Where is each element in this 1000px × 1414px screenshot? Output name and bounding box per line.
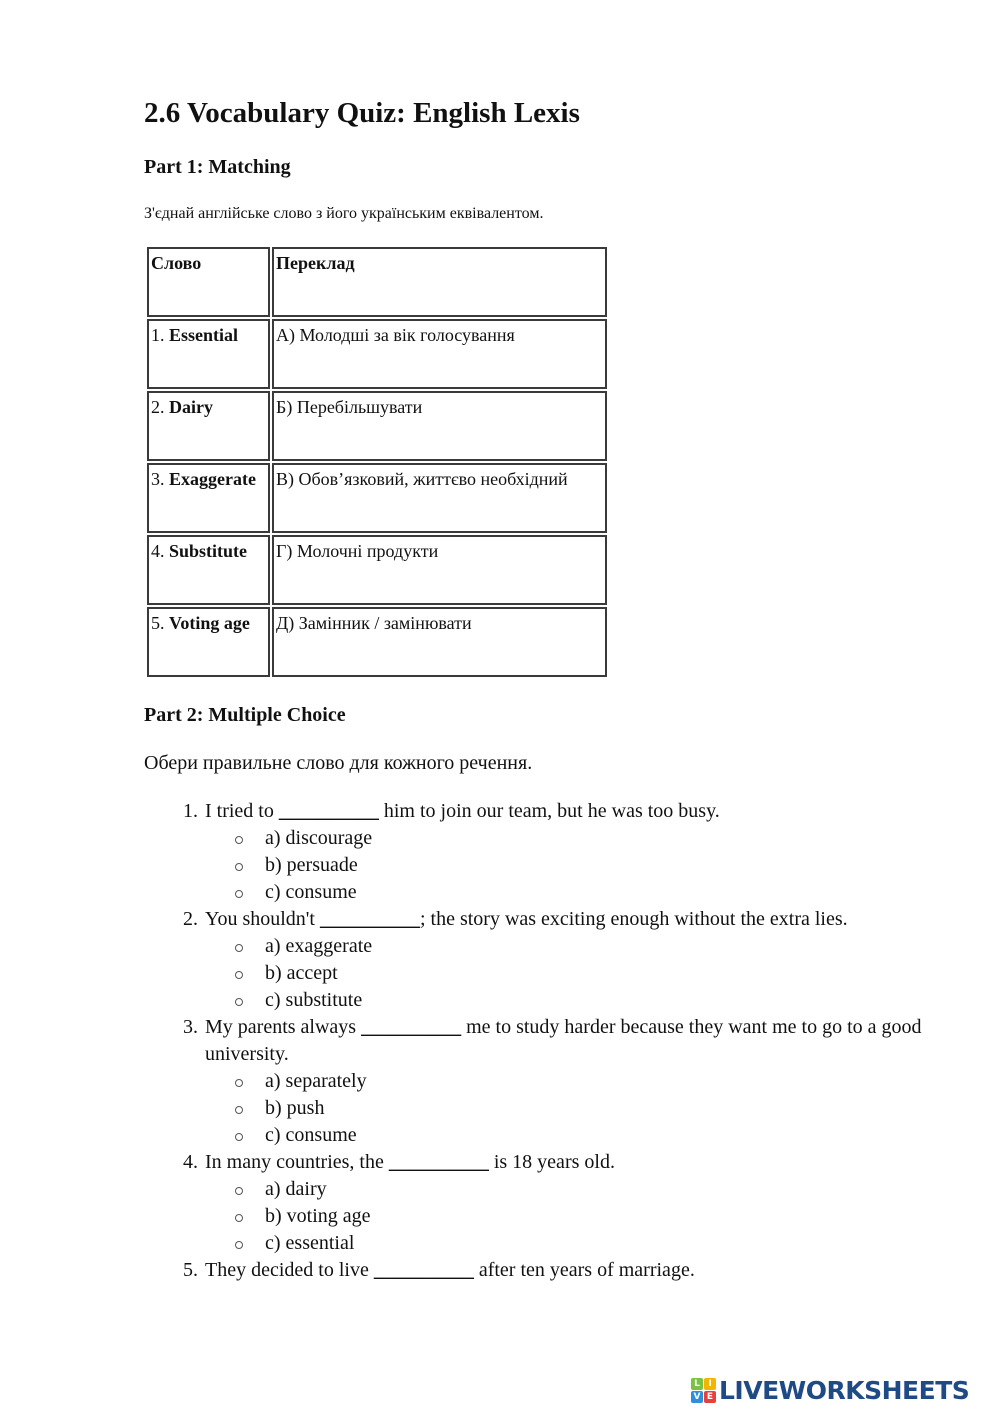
option-label: b) push (265, 1097, 325, 1119)
circle-bullet-icon (235, 836, 243, 844)
question-item (203, 798, 944, 906)
worksheet-page (144, 92, 944, 1284)
logo-letter-square: I (704, 1378, 716, 1390)
option-item[interactable] (235, 825, 944, 852)
part1-instruction: З'єднай англійське слово з його українським еквівалентом. (144, 205, 544, 222)
question-item (203, 906, 944, 1014)
word-text: Voting age (169, 613, 250, 633)
circle-bullet-icon (235, 890, 243, 898)
table-row (147, 391, 607, 461)
answer-blank[interactable]: __________ (361, 1016, 462, 1038)
option-item[interactable] (235, 1122, 944, 1149)
word-number: 1. (151, 325, 165, 345)
option-item[interactable] (235, 933, 944, 960)
option-list (205, 825, 944, 906)
option-label: c) consume (265, 1124, 357, 1146)
translation-cell: А) Молодші за вік голосування (272, 319, 607, 389)
option-item[interactable] (235, 1095, 944, 1122)
option-label: b) accept (265, 962, 338, 984)
answer-blank[interactable]: __________ (319, 908, 420, 930)
option-label: b) voting age (265, 1205, 371, 1227)
circle-bullet-icon (235, 863, 243, 871)
circle-bullet-icon (235, 998, 243, 1006)
option-label: c) substitute (265, 989, 363, 1011)
question-text-before: My parents always (205, 1016, 362, 1038)
option-list (205, 1176, 944, 1257)
option-item[interactable] (235, 1203, 944, 1230)
option-list (205, 1068, 944, 1149)
translation-cell: Б) Перебільшувати (272, 391, 607, 461)
word-text: Essential (169, 325, 239, 345)
option-item[interactable] (235, 1230, 944, 1257)
question-text-before: In many countries, the (205, 1151, 389, 1173)
page-title: 2.6 Vocabulary Quiz: English Lexis (144, 97, 580, 129)
word-cell (147, 535, 270, 605)
circle-bullet-icon (235, 944, 243, 952)
option-item[interactable] (235, 1176, 944, 1203)
option-label: a) separately (265, 1070, 367, 1092)
circle-bullet-icon (235, 971, 243, 979)
logo-text: LIVEWORKSHEETS (719, 1375, 970, 1405)
liveworksheets-logo[interactable] (691, 1376, 969, 1404)
part1-heading: Part 1: Matching (144, 156, 291, 178)
option-label: a) exaggerate (265, 935, 373, 957)
circle-bullet-icon (235, 1214, 243, 1222)
table-row (147, 319, 607, 389)
table-row (147, 607, 607, 677)
option-item[interactable] (235, 852, 944, 879)
answer-blank[interactable]: __________ (388, 1151, 489, 1173)
option-label: a) discourage (265, 827, 373, 849)
circle-bullet-icon (235, 1106, 243, 1114)
question-text-after: ; the story was exciting enough without the extra lies. (419, 908, 848, 930)
word-number: 3. (151, 469, 165, 489)
word-number: 5. (151, 613, 165, 633)
part2-instruction: Обери правильне слово для кожного речення. (144, 752, 533, 774)
translation-cell: Д) Замінник / замінювати (272, 607, 607, 677)
word-text: Dairy (169, 397, 213, 417)
circle-bullet-icon (235, 1079, 243, 1087)
translation-cell: Г) Молочні продукти (272, 535, 607, 605)
translation-cell: В) Обов’язковий, життєво необхідний (272, 463, 607, 533)
header-word: Слово (147, 247, 270, 317)
word-cell (147, 607, 270, 677)
option-item[interactable] (235, 960, 944, 987)
question-list (144, 798, 944, 1284)
logo-letter-square: E (704, 1391, 716, 1403)
word-cell (147, 463, 270, 533)
logo-icon (691, 1378, 716, 1403)
part2-heading: Part 2: Multiple Choice (144, 704, 346, 726)
word-text: Exaggerate (169, 469, 256, 489)
question-text-after: after ten years of marriage. (473, 1259, 695, 1281)
word-number: 2. (151, 397, 165, 417)
option-label: c) essential (265, 1232, 355, 1254)
question-item (203, 1257, 944, 1284)
word-number: 4. (151, 541, 165, 561)
header-translation: Переклад (272, 247, 607, 317)
table-header-row (147, 247, 607, 317)
circle-bullet-icon (235, 1241, 243, 1249)
table-row (147, 463, 607, 533)
question-item (203, 1149, 944, 1257)
question-text-before: You shouldn't (205, 908, 320, 930)
option-item[interactable] (235, 1068, 944, 1095)
option-list (205, 933, 944, 1014)
question-text-after: is 18 years old. (488, 1151, 615, 1173)
question-text-after: him to join our team, but he was too busy. (378, 800, 720, 822)
question-text-before: I tried to (205, 800, 279, 822)
circle-bullet-icon (235, 1187, 243, 1195)
question-text-before: They decided to live (205, 1259, 374, 1281)
circle-bullet-icon (235, 1133, 243, 1141)
answer-blank[interactable]: __________ (373, 1259, 474, 1281)
word-text: Substitute (169, 541, 248, 561)
word-cell (147, 319, 270, 389)
option-label: c) consume (265, 881, 357, 903)
option-label: b) persuade (265, 854, 358, 876)
word-cell (147, 391, 270, 461)
option-item[interactable] (235, 879, 944, 906)
logo-letter-square: V (691, 1391, 703, 1403)
option-item[interactable] (235, 987, 944, 1014)
question-item (203, 1014, 944, 1149)
option-label: a) dairy (265, 1178, 327, 1200)
matching-table (145, 245, 609, 679)
table-row (147, 535, 607, 605)
answer-blank[interactable]: __________ (278, 800, 379, 822)
logo-letter-square: L (691, 1378, 703, 1390)
question-text-after: me to study harder because they want me to go to a good university. (205, 1016, 927, 1065)
